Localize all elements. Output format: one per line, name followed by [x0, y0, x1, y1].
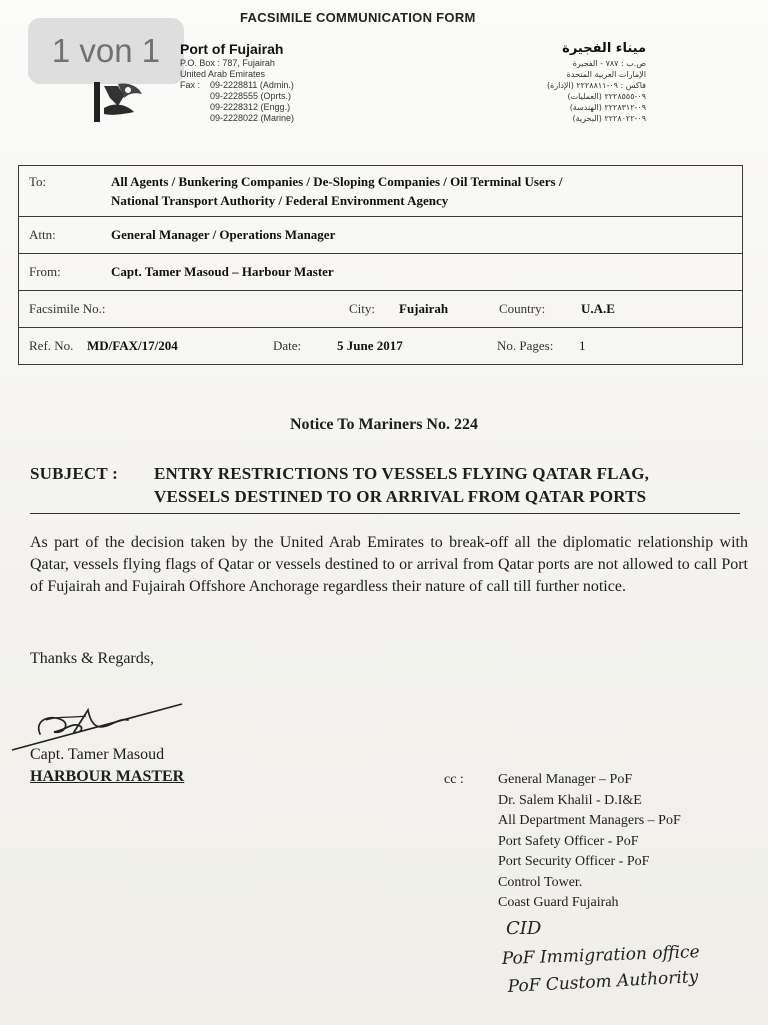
cc-recipient: Dr. Salem Khalil - D.I&E	[498, 792, 642, 808]
ref-value: MD/FAX/17/204	[87, 338, 178, 353]
ref-row	[19, 328, 743, 365]
subject-divider	[30, 513, 740, 514]
page-indicator: 1 von 1	[28, 18, 184, 84]
country: United Arab Emirates	[180, 69, 266, 79]
date-value: 5 June 2017	[337, 338, 403, 353]
attn-label: Attn:	[29, 227, 56, 242]
country-value: U.A.E	[581, 301, 615, 316]
fax-line	[180, 113, 380, 124]
pages-label: No. Pages:	[497, 338, 554, 353]
handwritten-line: PoF Immigration office	[501, 942, 700, 969]
handwritten-line: PoF Custom Authority	[507, 967, 699, 997]
arabic-line: الإمارات العربية المتحدة	[566, 70, 646, 79]
from-value: Capt. Tamer Masoud – Harbour Master	[111, 264, 334, 279]
date-label: Date:	[273, 338, 302, 353]
arabic-line: ٠٩-٢٢٢٨٣١٢ (الهندسة)	[569, 103, 646, 112]
arabic-line: فاكس : ٠٩-٢٢٢٨٨١١ (الإدارة)	[546, 81, 646, 90]
from-row	[19, 254, 743, 291]
country-label: Country:	[499, 301, 546, 316]
facsimile-row	[19, 291, 743, 328]
notice-title: Notice To Mariners No. 224	[290, 416, 478, 433]
fax-line	[180, 91, 380, 102]
org-name: Port of Fujairah	[180, 41, 284, 57]
arabic-line: ص.ب : ٧٨٧ - الفجيرة	[572, 59, 646, 68]
logo-caption	[86, 128, 158, 133]
form-title: FACSIMILE COMMUNICATION FORM	[240, 10, 476, 25]
fax-number: 09-2228312 (Engg.)	[210, 102, 291, 112]
signer-name: Capt. Tamer Masoud	[30, 746, 165, 763]
signer-block	[30, 744, 184, 788]
fax-number: 09-2228811 (Admin.)	[210, 80, 294, 90]
letterhead-arabic	[468, 40, 646, 124]
subject	[30, 462, 750, 508]
from-label: From:	[29, 264, 61, 279]
arabic-line: ٠٩-٢٢٢٨٥٥٥ (العمليات)	[567, 92, 646, 101]
attn-value: General Manager / Operations Manager	[111, 227, 336, 242]
fax-number: 09-2228022 (Marine)	[210, 113, 295, 123]
city-label: City:	[349, 301, 376, 316]
subject-line: ENTRY RESTRICTIONS TO VESSELS FLYING QATAR FLAG,	[154, 464, 650, 483]
header-table	[18, 165, 743, 365]
to-row	[19, 166, 743, 217]
handwritten-line: CID	[506, 918, 542, 939]
handwritten-cc	[500, 910, 730, 1010]
facsimile-label: Facsimile No.:	[29, 301, 106, 316]
cc-recipient: Port Safety Officer - PoF	[498, 833, 639, 849]
port-logo-icon	[88, 78, 154, 132]
closing: Thanks & Regards,	[30, 650, 154, 667]
pages-value: 1	[579, 338, 586, 353]
arabic-line: ٠٩-٢٢٢٨٠٢٢ (البحرية)	[572, 114, 646, 123]
letterhead-english	[180, 40, 380, 124]
arabic-org-name: ميناء الفجيرة	[562, 41, 646, 56]
attn-row	[19, 217, 743, 254]
fax-number: 09-2228555 (Oprts.)	[210, 91, 292, 101]
to-value: All Agents / Bunkering Companies / De-Sloping Companies / Oil Terminal Users / National Transport Authority / Federal Environment Agency	[111, 174, 563, 208]
ref-label: Ref. No.	[29, 338, 74, 353]
signature-icon	[10, 690, 190, 752]
notice-body: As part of the decision taken by the United Arab Emirates to break-off all the diplomatic relationship with Qatar, vessels flying flags of Qatar or vessels destined to or arrival from Qatar ports are not allowed to call Port of Fujairah and Fujairah Offshore Anchorage regardless their nature of call till further notice.	[30, 534, 748, 595]
fax-line	[180, 80, 380, 91]
subject-label: SUBJECT :	[30, 464, 118, 483]
to-label: To:	[29, 174, 47, 189]
cc-recipient: Control Tower.	[498, 874, 583, 890]
cc-recipient: Port Security Officer - PoF	[498, 854, 650, 869]
city-value: Fujairah	[399, 301, 449, 316]
po-box: P.O. Box : 787, Fujairah	[180, 58, 275, 68]
fax-line	[180, 102, 380, 113]
fax-label: Fax :	[180, 80, 201, 90]
signer-title: HARBOUR MASTER	[30, 768, 185, 785]
cc-recipient: General Manager – PoF	[498, 772, 633, 787]
cc-list	[498, 770, 681, 914]
cc-label: cc :	[444, 772, 464, 787]
cc-recipient: All Department Managers – PoF	[498, 813, 681, 828]
cc-recipient: Coast Guard Fujairah	[498, 895, 619, 910]
subject-line: VESSELS DESTINED TO OR ARRIVAL FROM QATAR PORTS	[154, 487, 647, 506]
